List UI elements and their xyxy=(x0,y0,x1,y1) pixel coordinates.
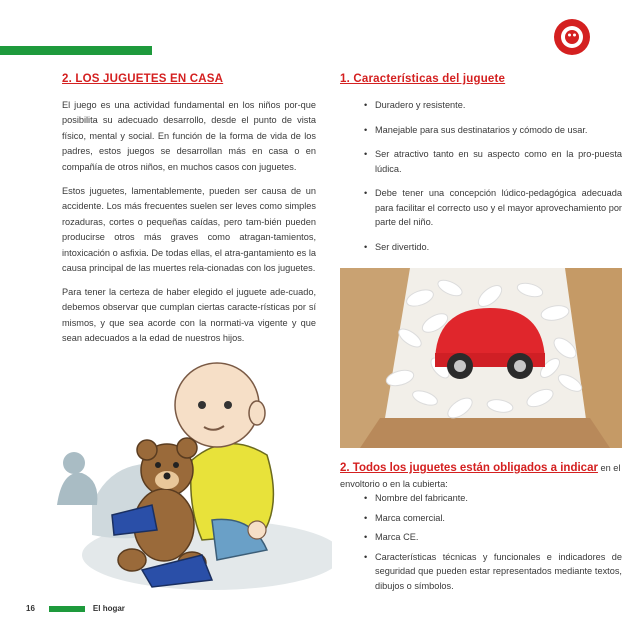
choice-paragraph: Para tener la certeza de haber elegido el juguete ade-cuado, debemos observar que cumplan ciertas caracte-rísticas por sí mismos, y que sea acorde con la normati-va vigente y que sean adecuados a la edad de nuestros hijos. xyxy=(62,287,316,344)
mandatory-info-paragraph xyxy=(340,460,622,492)
list-item: • Nombre del fabricante. xyxy=(364,491,622,506)
page-footer xyxy=(26,604,125,613)
list-item: • Duradero y resistente. xyxy=(364,98,622,113)
list-item: • Marca comercial. xyxy=(364,511,622,526)
mandatory-info-tail: en el envoltorio o en la cubierta: xyxy=(340,463,621,489)
characteristics-heading: 1. Características del juguete xyxy=(340,73,506,85)
footer-section-name: El hogar xyxy=(92,604,125,613)
characteristics-list xyxy=(364,98,622,264)
list-item: • Ser divertido. xyxy=(364,240,622,255)
footer-green-bar xyxy=(49,606,85,612)
section-heading-juguetes-en-casa: 2. LOS JUGUETES EN CASA xyxy=(62,73,224,85)
mandatory-info-heading: 2. Todos los juguetes están obligados a indicar xyxy=(340,462,598,474)
list-item: • Debe tener una concepción lúdico-pedagógica adecuada para facilitar el correcto uso y el mayor aprovechamiento por parte del niño. xyxy=(364,186,622,230)
child-with-teddy-bear-illustration xyxy=(52,355,332,590)
toy-car-in-box-photo xyxy=(340,268,622,448)
list-item: • Manejable para sus destinatarios y cómodo de usar. xyxy=(364,123,622,138)
accidents-paragraph: Estos juguetes, lamentablemente, pueden ser causa de un accidente. Los más frecuentes suelen ser leves como simples rozaduras, cortes o pequeñas caídas, pero tam-bién pueden producirse otros más graves como atragan-tamientos, intoxicación o asfixia. De todas ellas, el atra-gantamiento es la causa principal de las muertes rela-cionadas con los juguetes. xyxy=(62,186,316,274)
intro-paragraph: El juego es una actividad fundamental en los niños por-que posibilita su adecuado desarrollo, desde el punto de vista físico, mental y social. En función de la forma de vida de los padres, estos juegos se desarrollan más en casa o en compañía de otros niños, en muchos casos con juguetes. xyxy=(62,100,316,172)
list-item: • Características técnicas y funcionales e indicadores de seguridad que pueden estar representados mediante textos, dibujos o símbolos. xyxy=(364,550,622,594)
top-green-bar xyxy=(0,46,152,55)
logo xyxy=(551,16,593,58)
list-item: • Ser atractivo tanto en su aspecto como en la pro-puesta lúdica. xyxy=(364,147,622,176)
page-number: 16 xyxy=(26,604,35,613)
list-item: • Marca CE. xyxy=(364,530,622,545)
mandatory-info-list xyxy=(364,491,622,598)
